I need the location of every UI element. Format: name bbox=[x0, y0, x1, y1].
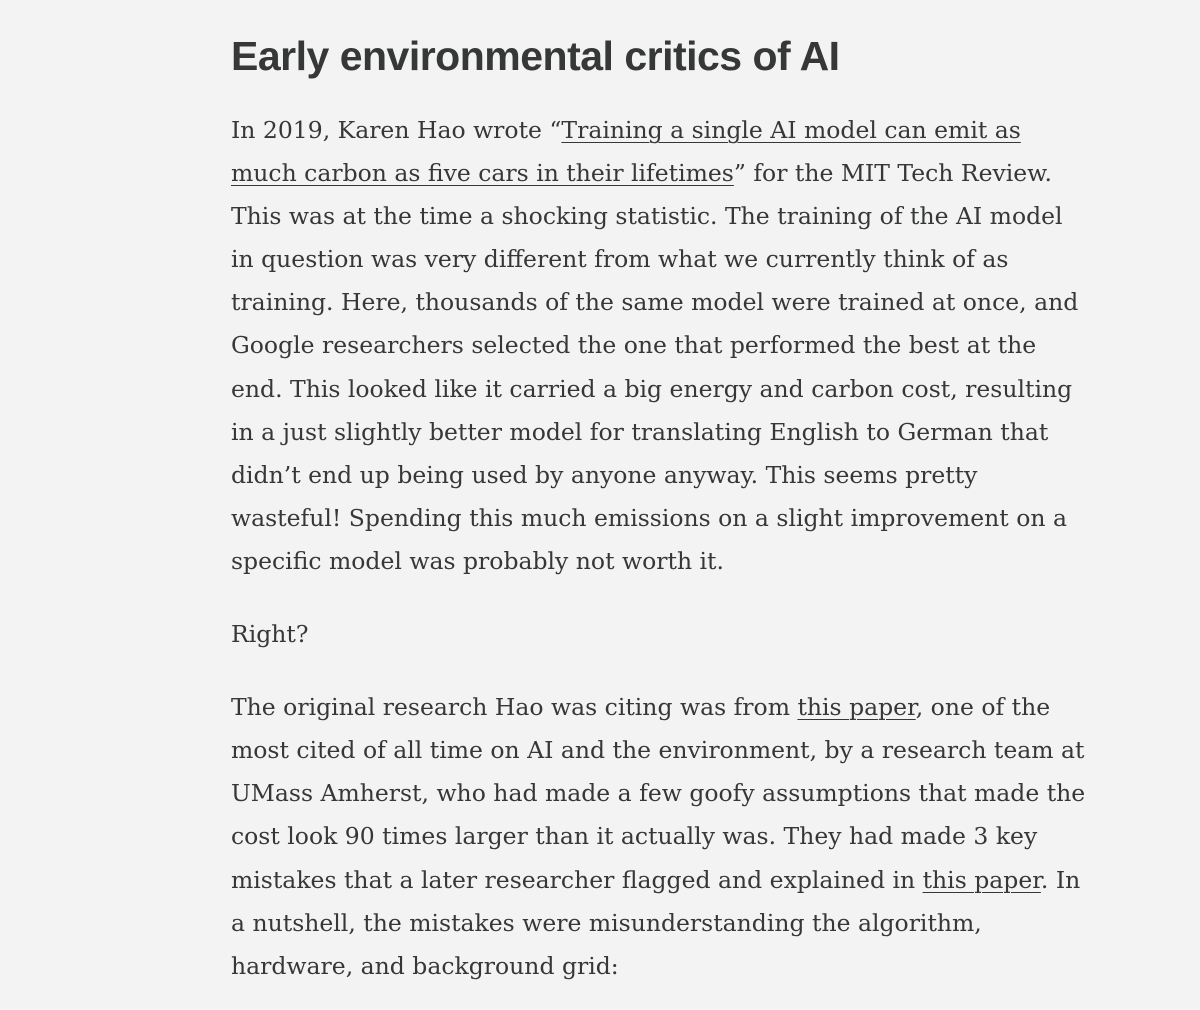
article-body bbox=[231, 0, 1091, 988]
paragraph-text: ” for the MIT Tech Review. This was at the time a shocking statistic. The training of the AI model in question was very different from what we currently think of as training. Here, thousands of the same model were trained at once, and Google researchers selected the one that performed the best at the end. This looked like it carried a big energy and carbon cost, resulting in a just slightly better model for translating English to German that didn’t end up being used by anyone anyway. This seems pretty wasteful! Spending this much emissions on a slight improvement on a specific model was probably not worth it. bbox=[231, 159, 1079, 575]
paragraph-text: In 2019, Karen Hao wrote “ bbox=[231, 116, 562, 144]
paragraph-question: Right? bbox=[231, 620, 309, 649]
paragraph-intro bbox=[231, 109, 1091, 583]
paragraph-text: . In a nutshell, the mistakes were misunderstanding the algorithm, hardware, and background grid: bbox=[231, 865, 1081, 980]
paragraph-text: , one of the most cited of all time on AI and the environment, by a research team at UMass Amherst, who had made a few goofy assumptions that made the cost look 90 times larger than it actually was. They had made 3 key mistakes that a later researcher flagged and explained in bbox=[231, 693, 1086, 894]
original-paper-link[interactable]: this paper bbox=[797, 693, 916, 722]
paragraph-text: The original research Hao was citing was from bbox=[231, 693, 798, 722]
paragraph-research bbox=[231, 686, 1091, 988]
section-heading: Early environmental critics of AI bbox=[231, 33, 840, 79]
followup-paper-link[interactable]: this paper bbox=[922, 865, 1041, 894]
mit-tech-review-article-link[interactable]: Training a single AI model can emit as much carbon as five cars in their lifetimes bbox=[231, 116, 1021, 188]
